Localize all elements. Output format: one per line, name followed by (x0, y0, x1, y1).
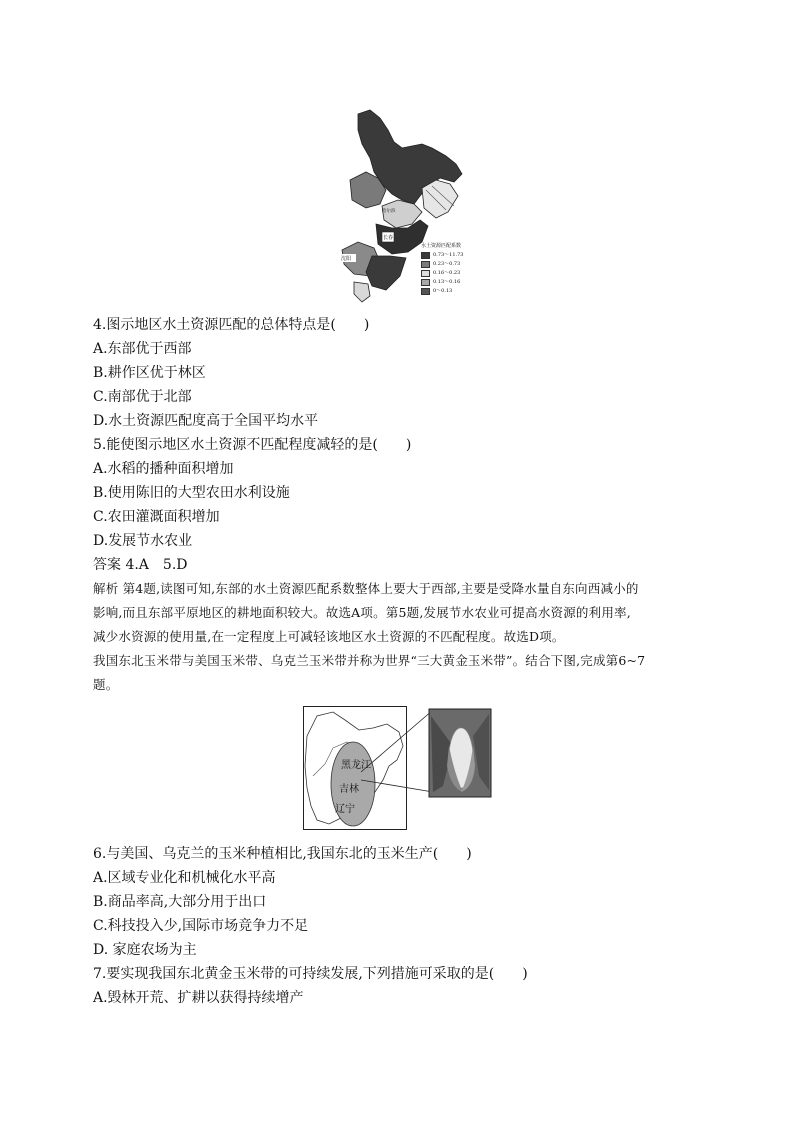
q5-option-d: D.发展节水农业 (93, 533, 193, 549)
q4-option-b: B.耕作区优于林区 (93, 365, 206, 381)
q5-option-c: C.农田灌溉面积增加 (93, 509, 220, 525)
question-4-stem: 4.图示地区水土资源匹配的总体特点是( ) (93, 317, 370, 333)
question-5-stem: 5.能使图示地区水土资源不匹配程度减轻的是( ) (93, 437, 412, 453)
q6-option-c: C.科技投入少,国际市场竞争力不足 (93, 918, 309, 934)
legend-row (421, 278, 481, 287)
legend-row (421, 269, 481, 278)
legend-label: 0.16～0.23 (433, 270, 461, 276)
q4-option-d: D.水土资源匹配度高于全国平均水平 (93, 413, 319, 429)
map-region-east (422, 180, 458, 218)
legend-swatch (421, 279, 430, 286)
explanation-line: 减少水资源的使用量,在一定程度上可减轻该地区水土资源的不匹配程度。故选D项。 (93, 629, 565, 644)
legend-title: 水土资源匹配系数 (421, 243, 462, 249)
legend-label: 0.13～0.16 (433, 279, 461, 285)
map-region-south (366, 256, 406, 290)
intro-line: 我国东北玉米带与美国玉米带、乌克兰玉米带并称为世界“三大黄金玉米带”。结合下图,完成第6~7 (93, 653, 646, 668)
map-legend (421, 242, 481, 302)
q7-option-a: A.毁林开荒、扩耕以获得持续增产 (93, 990, 304, 1006)
legend-label: 0.73～11.73 (433, 252, 464, 258)
question-6-stem: 6.与美国、乌克兰的玉米种植相比,我国东北的玉米生产( ) (93, 846, 472, 862)
legend-row (421, 251, 481, 260)
label-harbin: 哈尔滨 (382, 209, 396, 214)
label-shenyang: 沈阳 (341, 256, 352, 262)
legend-swatch (421, 270, 430, 277)
legend-swatch (421, 261, 430, 268)
legend-label: 0～0.13 (433, 288, 453, 294)
explanation-line: 影响,而且东部平原地区的耕地面积较大。故选A项。第5题,发展节水农业可提高水资源的利用率, (93, 605, 631, 620)
q4-option-a: A.东部优于西部 (93, 341, 192, 357)
map-region-peninsula (354, 282, 370, 302)
legend-label: 0.23～0.73 (433, 261, 461, 267)
explanation-line: 解析 第4题,读图可知,东部的水土资源匹配系数整体上要大于西部,主要是受降水量自东向西减小的 (93, 581, 639, 596)
answer-line: 答案 4.A 5.D (93, 557, 188, 573)
label-jilin: 吉林 (339, 784, 359, 795)
label-heilongjiang: 黑龙江 (341, 760, 371, 771)
q5-option-b: B.使用陈旧的大型农田水利设施 (93, 485, 290, 501)
legend-row (421, 287, 481, 296)
intro-line: 题。 (93, 677, 119, 692)
label-liaoning: 辽宁 (335, 804, 355, 815)
corn-belt-figure (303, 706, 494, 831)
q4-option-c: C.南部优于北部 (93, 389, 192, 405)
q6-option-d: D. 家庭农场为主 (93, 942, 197, 958)
q5-option-a: A.水稻的播种面积增加 (93, 461, 234, 477)
legend-swatch (421, 288, 430, 295)
legend-swatch (421, 252, 430, 259)
label-changchun: 长春 (383, 235, 394, 241)
question-7-stem: 7.要实现我国东北黄金玉米带的可持续发展,下列措施可采取的是( ) (93, 966, 528, 982)
q6-option-a: A.区域专业化和机械化水平高 (93, 870, 276, 886)
legend-row (421, 260, 481, 269)
q6-option-b: B.商品率高,大部分用于出口 (93, 894, 267, 910)
